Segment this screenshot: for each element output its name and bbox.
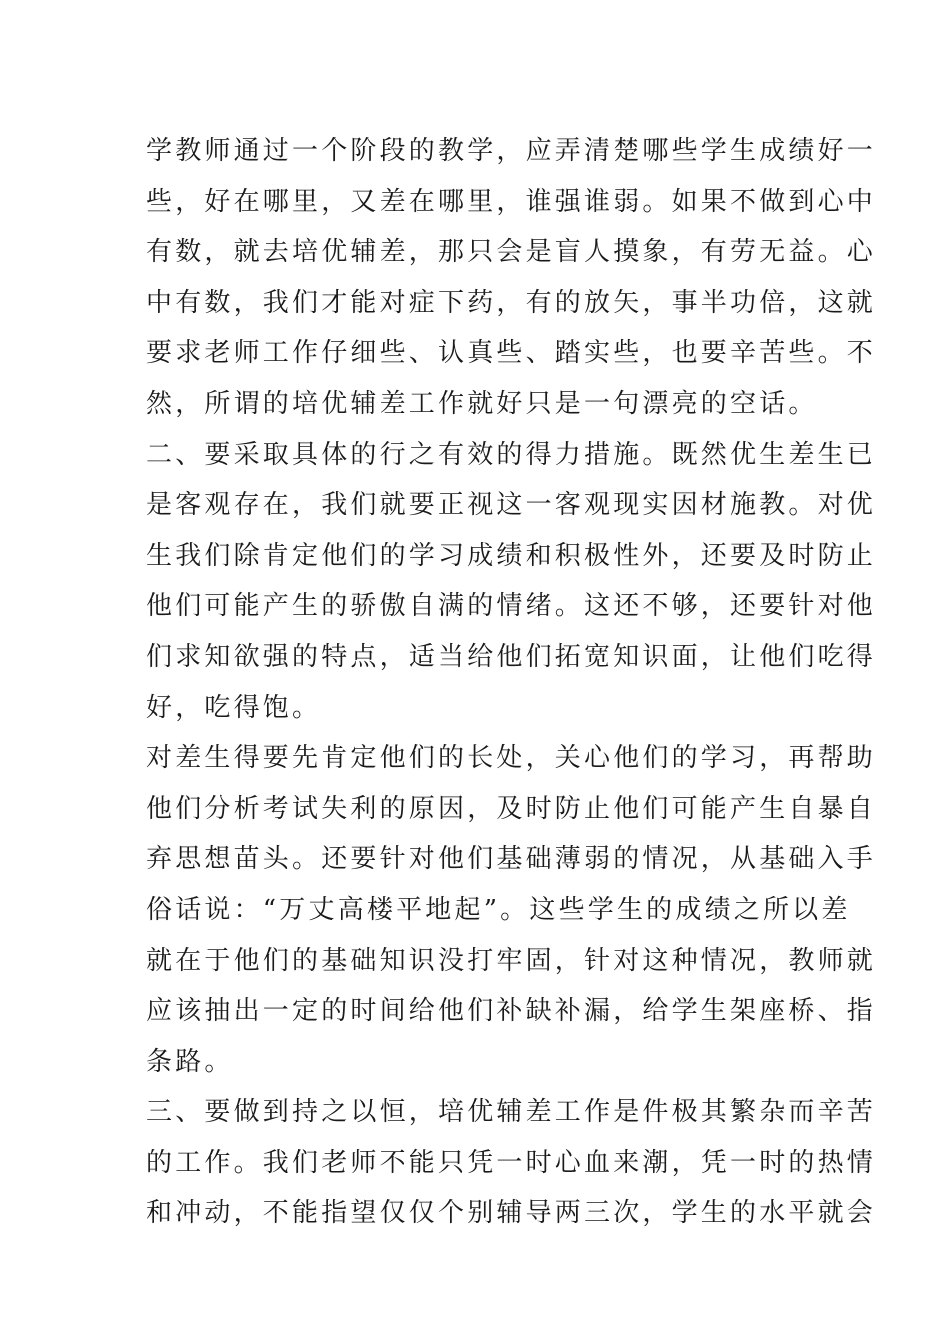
text-line: 他们可能产生的骄傲自满的情绪。这还不够，还要针对他 (146, 591, 877, 622)
text-line: 就在于他们的基础知识没打牢固，针对这种情况，教师就 (146, 945, 877, 976)
text-line: 对差生得要先肯定他们的长处，关心他们的学习，再帮助 (146, 743, 877, 774)
text-line: 弃思想苗头。还要针对他们基础薄弱的情况，从基础入手 (146, 844, 877, 875)
text-line: 三、要做到持之以恒，培优辅差工作是件极其繁杂而辛苦 (146, 1097, 877, 1128)
document-page (146, 126, 877, 1239)
text-line: 然，所谓的培优辅差工作就好只是一句漂亮的空话。 (146, 388, 818, 419)
text-line: 二、要采取具体的行之有效的得力措施。既然优生差生已 (146, 439, 877, 470)
text-line: 是客观存在，我们就要正视这一客观现实因材施教。对优 (146, 490, 877, 521)
text-line: 俗话说：“万丈高楼平地起”。这些学生的成绩之所以差 (146, 894, 851, 925)
text-line: 些，好在哪里，又差在哪里，谁强谁弱。如果不做到心中 (146, 186, 877, 217)
text-line: 中有数，我们才能对症下药，有的放矢，事半功倍，这就 (146, 287, 877, 318)
text-line: 的工作。我们老师不能只凭一时心血来潮，凭一时的热情 (146, 1147, 877, 1178)
text-line: 应该抽出一定的时间给他们补缺补漏，给学生架座桥、指 (146, 996, 877, 1027)
text-line: 要求老师工作仔细些、认真些、踏实些，也要辛苦些。不 (146, 338, 877, 369)
text-line: 他们分析考试失利的原因，及时防止他们可能产生自暴自 (146, 793, 877, 824)
text-line: 学教师通过一个阶段的教学，应弄清楚哪些学生成绩好一 (146, 136, 877, 166)
text-line: 们求知欲强的特点，适当给他们拓宽知识面，让他们吃得 (146, 641, 877, 672)
text-line: 条路。 (146, 1046, 234, 1077)
text-line: 和冲动，不能指望仅仅个别辅导两三次，学生的水平就会 (146, 1198, 877, 1229)
text-line: 生我们除肯定他们的学习成绩和积极性外，还要及时防止 (146, 540, 877, 571)
text-line: 好，吃得饱。 (146, 692, 322, 723)
text-line: 有数，就去培优辅差，那只会是盲人摸象，有劳无益。心 (146, 237, 877, 268)
